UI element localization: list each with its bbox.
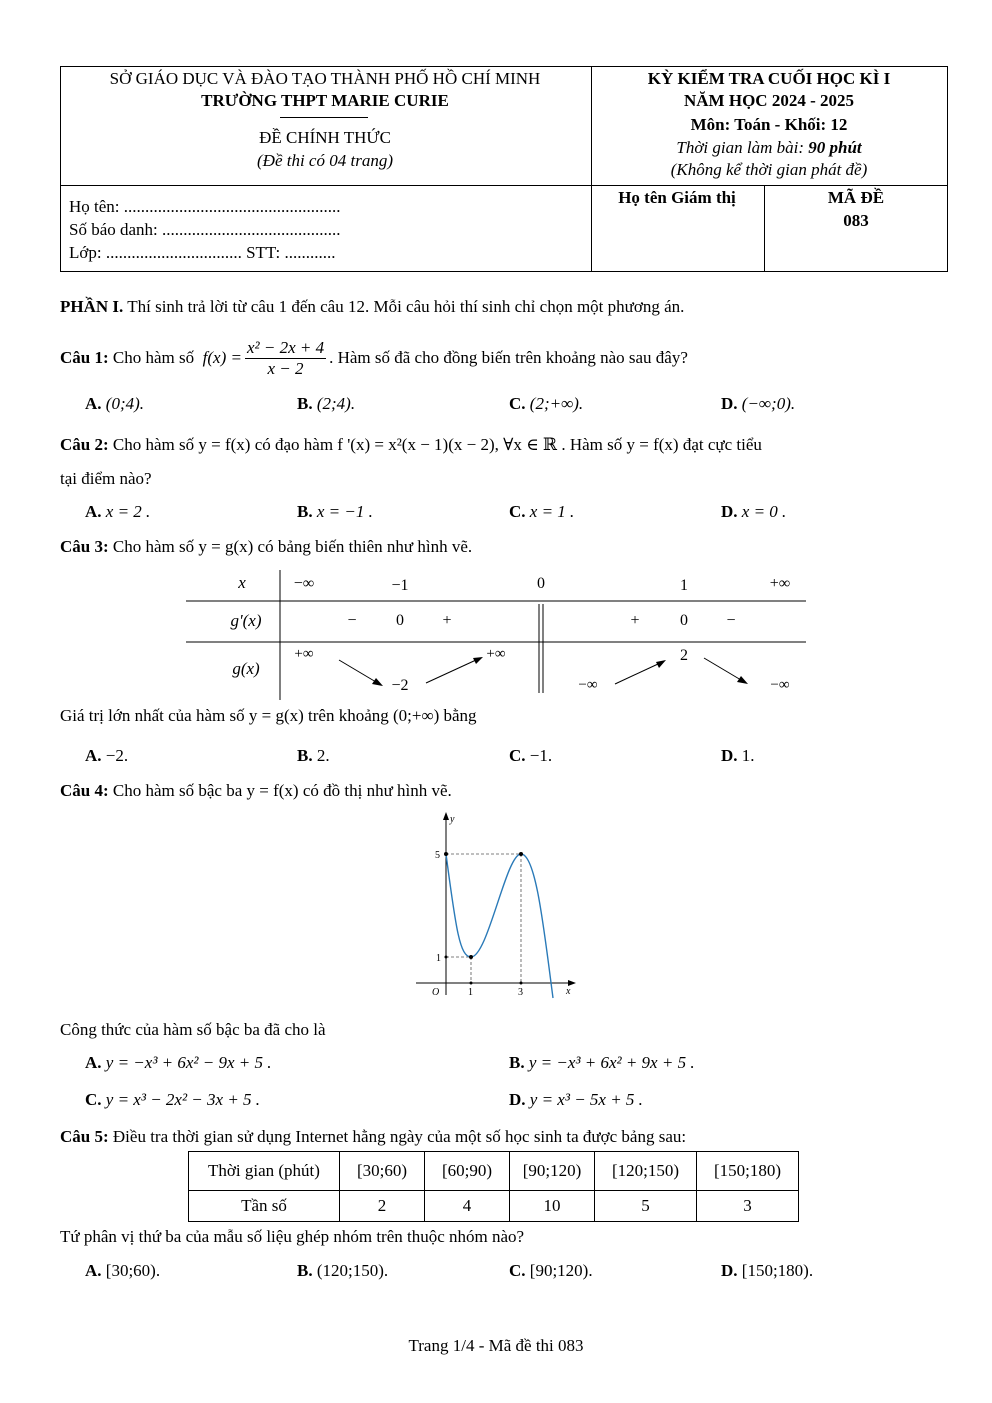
graph-origin: O: [432, 987, 440, 998]
question-3: Câu 3: Cho hàm số y = g(x) có bảng biến thiên như hình vẽ.: [60, 537, 473, 556]
q5-option-d[interactable]: D. [150;180).: [721, 1261, 814, 1280]
q3-option-c[interactable]: C. −1.: [509, 746, 553, 765]
question-2: Câu 2: Cho hàm số y = f(x) có đạo hàm f '(x) = x²(x − 1)(x − 2), ∀x ∈ ℝ . Hàm số y = f(x) đạt cực tiểu: [60, 435, 762, 454]
freq-cell: 10: [510, 1191, 595, 1222]
code-label: MÃ ĐỀ: [827, 188, 885, 207]
freq-cell: 5: [595, 1191, 697, 1222]
page-footer: Trang 1/4 - Mã đề thi 083: [408, 1336, 584, 1355]
vt-sign-5: 0: [680, 612, 688, 629]
vt-row-x: x: [238, 573, 246, 592]
interval-cell: [60;90): [425, 1152, 510, 1191]
part-heading: PHẦN I. Thí sinh trả lời từ câu 1 đến câu 12. Mỗi câu hỏi thí sinh chỉ chọn một phương án.: [60, 297, 685, 316]
question-1: Câu 1: Cho hàm số f(x) = $\frac{\text{x² − 2x + 4}}{x - 2}$ . Hàm số đã cho đồng biến trên khoảng nào sau đây?: [60, 337, 688, 378]
interval-cell: [90;120): [510, 1152, 595, 1191]
q1-option-a[interactable]: A. (0;4).: [85, 394, 145, 413]
freq-cell: 4: [425, 1191, 510, 1222]
subject: Môn: Toán - Khối: 12: [690, 115, 848, 134]
vt-g-3: +∞: [486, 646, 506, 662]
page-count: (Đề thi có 04 trang): [257, 151, 393, 170]
vt-sign-3: +: [442, 612, 452, 629]
interval-cell: [150;180): [697, 1152, 799, 1191]
vt-sign-4: +: [630, 612, 640, 629]
question-5-ask: Tứ phân vị thứ ba của mẫu số liệu ghép nhóm trên thuộc nhóm nào?: [60, 1227, 525, 1246]
graph-tick-x3: 3: [518, 987, 523, 998]
question-4: Câu 4: Cho hàm số bậc ba y = f(x) có đồ thị như hình vẽ.: [60, 781, 452, 800]
graph-tick-y5: 5: [435, 850, 440, 861]
q4-option-a[interactable]: A. y = −x³ + 6x² − 9x + 5 .: [85, 1053, 272, 1072]
school-name: TRƯỜNG THPT MARIE CURIE: [201, 91, 449, 110]
graph-y-label: y: [450, 814, 455, 825]
q5-option-b[interactable]: B. (120;150).: [297, 1261, 389, 1280]
q1-option-d[interactable]: D. (−∞;0).: [721, 394, 796, 413]
graph-x-label: x: [566, 986, 571, 997]
q2-option-a[interactable]: A. x = 2 .: [85, 502, 151, 521]
q2-option-c[interactable]: C. x = 1 .: [509, 502, 575, 521]
question-5: Câu 5: Điều tra thời gian sử dụng Internet hằng ngày của một số học sinh ta được bảng sau:: [60, 1127, 687, 1146]
q5-option-c[interactable]: C. [90;120).: [509, 1261, 593, 1280]
proctor-label: Họ tên Giám thị: [618, 188, 736, 207]
vt-row-g: g(x): [232, 659, 260, 678]
q2-option-d[interactable]: D. x = 0 .: [721, 502, 787, 521]
exam-title: KỲ KIỂM TRA CUỐI HỌC KÌ I: [647, 69, 891, 88]
q4-option-b[interactable]: B. y = −x³ + 6x² + 9x + 5 .: [509, 1053, 695, 1072]
q5-option-a[interactable]: A. [30;60).: [85, 1261, 161, 1280]
vt-row-gprime: g'(x): [230, 611, 262, 630]
q1-option-c[interactable]: C. (2;+∞).: [509, 394, 584, 413]
vt-sign-2: 0: [396, 612, 404, 629]
school-year: NĂM HỌC 2024 - 2025: [684, 91, 854, 110]
time-note: (Không kể thời gian phát đề): [670, 160, 868, 179]
vt-x-5: +∞: [769, 575, 791, 592]
exam-code: 083: [843, 211, 869, 230]
vt-g-6: −∞: [770, 677, 790, 693]
q4-option-d[interactable]: D. y = x³ − 5x + 5 .: [509, 1090, 643, 1109]
q3-option-b[interactable]: B. 2.: [297, 746, 330, 765]
vt-sign-1: −: [347, 612, 357, 629]
vt-g-4: −∞: [578, 677, 598, 693]
frequency-table: [188, 1151, 799, 1222]
freq-header-count: Tần số: [189, 1191, 340, 1222]
cubic-graph: [410, 810, 580, 1005]
vt-x-1: −∞: [293, 575, 315, 592]
variation-table: [186, 566, 808, 700]
question-4-ask: Công thức của hàm số bậc ba đã cho là: [60, 1020, 326, 1039]
vt-sign-6: −: [726, 612, 736, 629]
vt-x-4: 1: [680, 577, 688, 594]
vt-g-1: +∞: [294, 646, 314, 662]
vt-x-2: −1: [391, 577, 409, 594]
graph-tick-x1: 1: [468, 987, 473, 998]
q1-option-b[interactable]: B. (2;4).: [297, 394, 356, 413]
vt-g-5: 2: [680, 647, 688, 664]
time-line: Thời gian làm bài: 90 phút: [676, 138, 862, 157]
q3-option-d[interactable]: D. 1.: [721, 746, 755, 765]
freq-cell: 3: [697, 1191, 799, 1222]
official-label: ĐỀ CHÍNH THỨC: [259, 128, 391, 147]
class-field: Lớp: ................................ STT: ............: [69, 243, 336, 262]
question-3-ask: Giá trị lớn nhất của hàm số y = g(x) trên khoảng (0;+∞) bằng: [60, 706, 477, 725]
interval-cell: [30;60): [340, 1152, 425, 1191]
q4-option-c[interactable]: C. y = x³ − 2x² − 3x + 5 .: [85, 1090, 261, 1109]
interval-cell: [120;150): [595, 1152, 697, 1191]
sbd-field: Số báo danh: ..........................................: [69, 220, 341, 239]
q3-option-a[interactable]: A. −2.: [85, 746, 129, 765]
q2-option-b[interactable]: B. x = −1 .: [297, 502, 373, 521]
freq-cell: 2: [340, 1191, 425, 1222]
vt-x-3: 0: [537, 575, 545, 592]
vt-g-2: −2: [391, 677, 409, 694]
graph-tick-y1: 1: [436, 953, 441, 964]
name-field: Họ tên: ...................................................: [69, 197, 341, 216]
question-2-cont: tại điểm nào?: [60, 469, 152, 488]
dept-name: SỞ GIÁO DỤC VÀ ĐÀO TẠO THÀNH PHỐ HỒ CHÍ MINH: [109, 69, 541, 88]
freq-header-time: Thời gian (phút): [189, 1152, 340, 1191]
